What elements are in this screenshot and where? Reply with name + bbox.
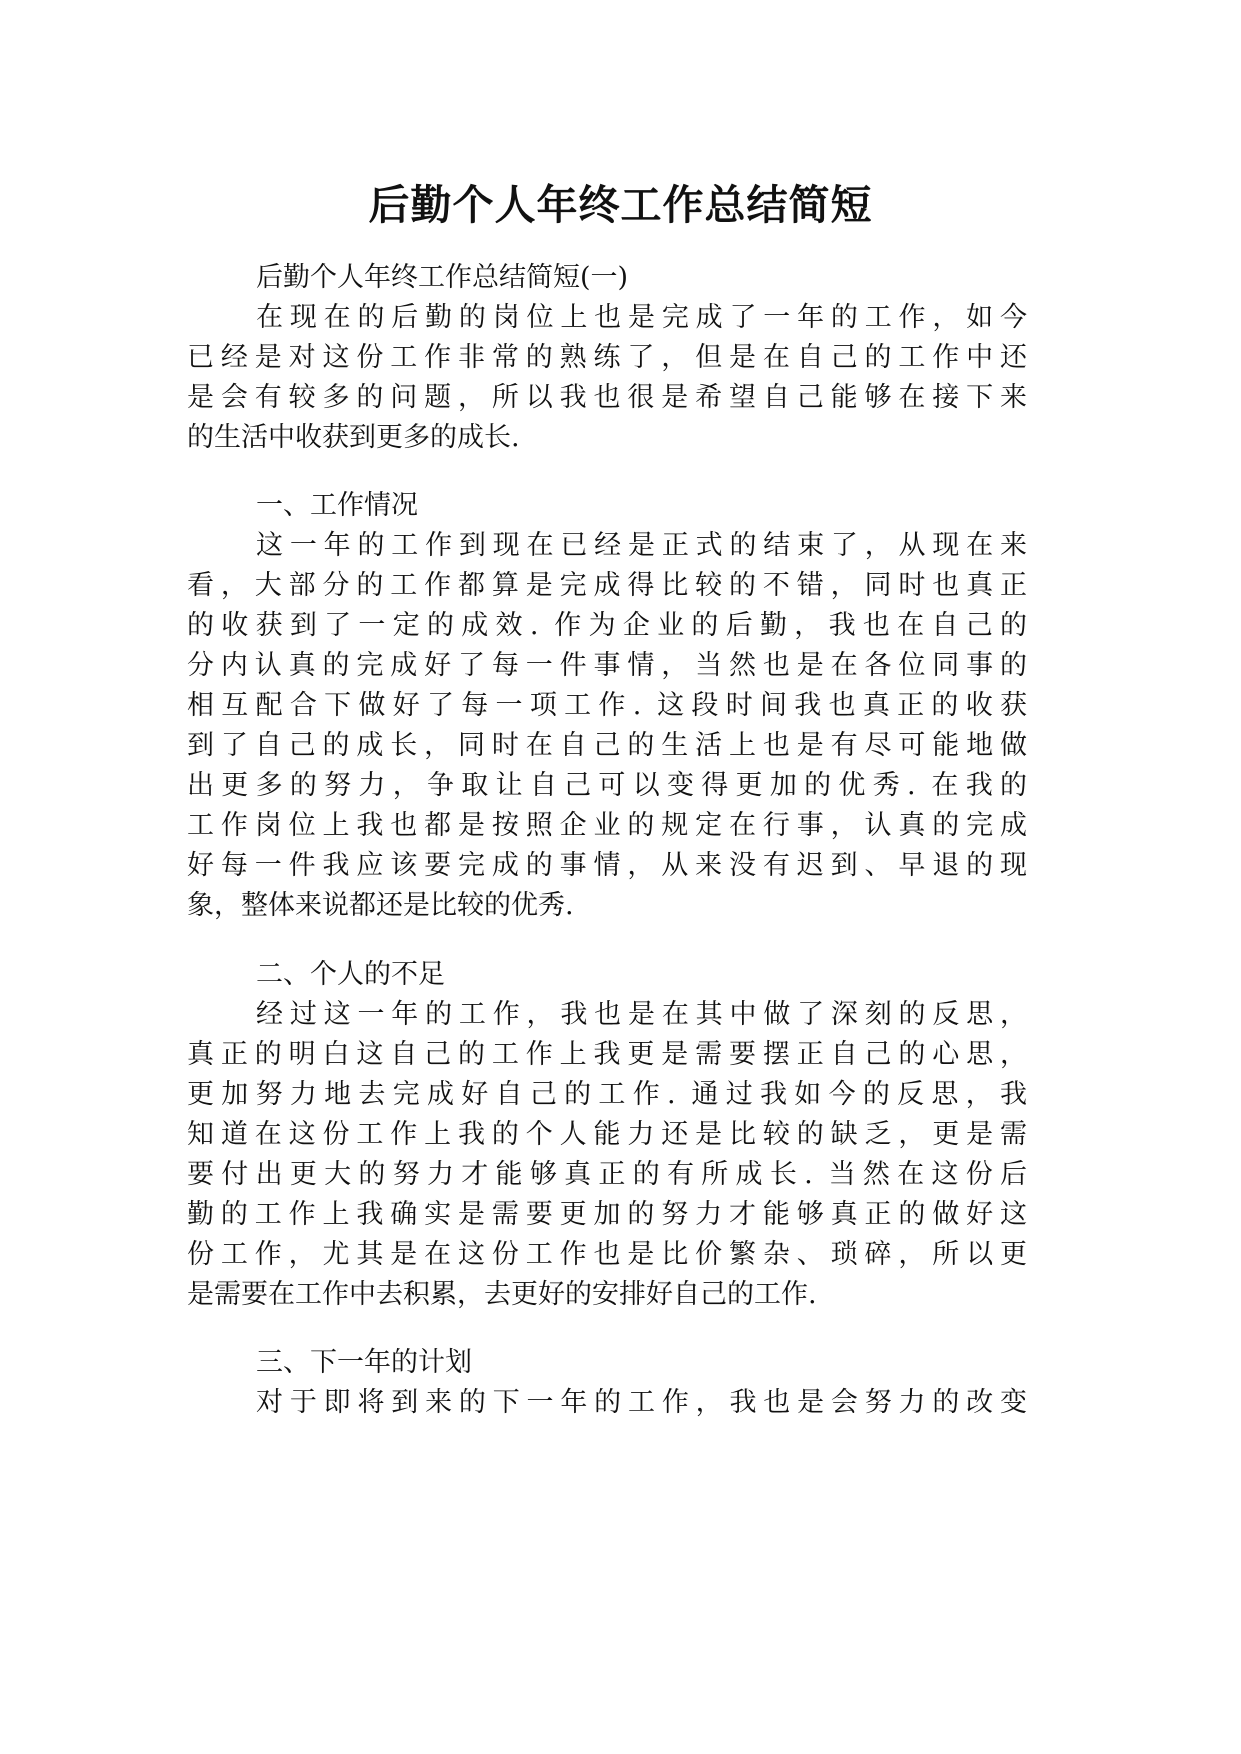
paragraph-line: 更加努力地去完成好自己的工作. 通过我如今的反思，我: [187, 1079, 1027, 1110]
section-heading: 一、工作情况: [256, 490, 418, 521]
paragraph-line: 分内认真的完成好了每一件事情，当然也是在各位同事的: [187, 650, 1027, 681]
paragraph-line: 是需要在工作中去积累，去更好的安排好自己的工作.: [187, 1279, 817, 1310]
paragraph-line: 看，大部分的工作都算是完成得比较的不错，同时也真正: [187, 570, 1027, 601]
paragraph-line: 对于即将到来的下一年的工作，我也是会努力的改变: [256, 1387, 1027, 1418]
paragraph-line: 份工作，尤其是在这份工作也是比价繁杂、琐碎，所以更: [187, 1239, 1027, 1270]
paragraph-line: 要付出更大的努力才能够真正的有所成长. 当然在这份后: [187, 1159, 1027, 1190]
paragraph-line: 在现在的后勤的岗位上也是完成了一年的工作，如今: [256, 302, 1027, 333]
paragraph-line: 这一年的工作到现在已经是正式的结束了，从现在来: [256, 530, 1027, 561]
paragraph-line: 好每一件我应该要完成的事情，从来没有迟到、早退的现: [187, 850, 1027, 881]
paragraph-line: 的生活中收获到更多的成长.: [187, 422, 520, 453]
paragraph-line: 知道在这份工作上我的个人能力还是比较的缺乏，更是需: [187, 1119, 1027, 1150]
subtitle-line: 后勤个人年终工作总结简短(一): [256, 262, 629, 293]
paragraph-line: 是会有较多的问题，所以我也很是希望自己能够在接下来: [187, 382, 1027, 413]
paragraph-line: 工作岗位上我也都是按照企业的规定在行事，认真的完成: [187, 810, 1027, 841]
paragraph-line: 的收获到了一定的成效. 作为企业的后勤，我也在自己的: [187, 610, 1027, 641]
paragraph-line: 象，整体来说都还是比较的优秀.: [187, 890, 574, 921]
paragraph-line: 真正的明白这自己的工作上我更是需要摆正自己的心思，: [187, 1039, 1027, 1070]
section-heading: 三、下一年的计划: [256, 1347, 472, 1378]
paragraph-line: 出更多的努力，争取让自己可以变得更加的优秀. 在我的: [187, 770, 1027, 801]
document-title: 后勤个人年终工作总结简短: [368, 181, 873, 229]
paragraph-line: 勤的工作上我确实是需要更加的努力才能够真正的做好这: [187, 1199, 1027, 1230]
paragraph-line: 到了自己的成长，同时在自己的生活上也是有尽可能地做: [187, 730, 1027, 761]
paragraph-line: 经过这一年的工作，我也是在其中做了深刻的反思，: [256, 999, 1027, 1030]
paragraph-line: 已经是对这份工作非常的熟练了，但是在自己的工作中还: [187, 342, 1027, 373]
paragraph-line: 相互配合下做好了每一项工作. 这段时间我也真正的收获: [187, 690, 1027, 721]
section-heading: 二、个人的不足: [256, 959, 445, 990]
